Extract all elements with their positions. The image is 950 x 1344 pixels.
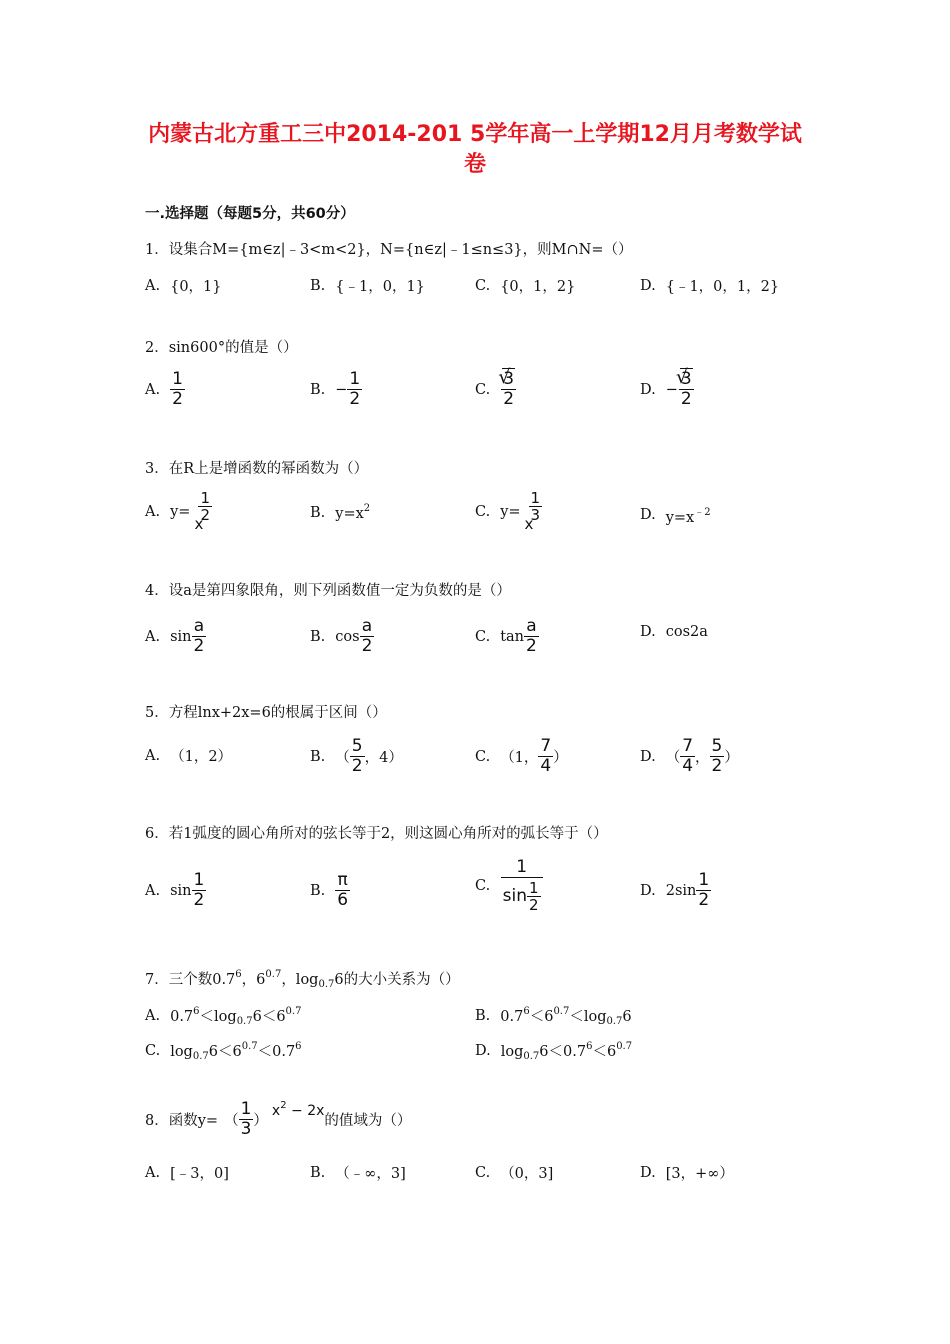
question-4: 4．设a是第四象限角，则下列函数值一定为负数的是（）: [145, 583, 511, 599]
q1-option-a: A. {0，1}: [145, 277, 222, 295]
q7-option-d: D. $\log_{0.7}6<0.7^6<6^{0.7}$: [475, 1041, 633, 1062]
q8-option-a: A. [﹣3，0]: [145, 1164, 229, 1182]
question-7: 7．三个数$0.7^6$，$6^{0.7}$，$\log_{0.7}6$的大小关系为（）: [145, 969, 460, 990]
q5-option-a: A. （1，2）: [145, 747, 233, 765]
q3-option-c: C. y= $\frac{1}{3}$ x: [475, 489, 541, 533]
question-5: 5．方程lnx+2x=6的根属于区间（）: [145, 705, 387, 721]
q6-option-a: A. sin $\frac{1}{2}$: [145, 870, 205, 910]
q3-option-b: B. $y=x^2$: [310, 503, 371, 522]
q4-option-b: B. cos $\frac{a}{2}$: [310, 616, 373, 656]
q6-option-d: D. 2sin $\frac{1}{2}$: [640, 870, 710, 910]
question-6: 6．若1弧度的圆心角所对的弦长等于2，则这圆心角所对的弧长等于（）: [145, 826, 608, 842]
page-title: 内蒙古北方重工三中2014-201 5学年高一上学期12月月考数学试 卷: [148, 122, 802, 177]
q4-option-d: D. cos2a: [640, 624, 708, 640]
q7-option-b: B. $0.7^6<6^{0.7}<\log_{0.7}6$: [475, 1006, 632, 1027]
q2-option-a: A. $\frac{1}{2}$: [145, 369, 183, 409]
q8-option-b: B. （﹣∞，3]: [310, 1164, 406, 1182]
q8-option-c: C. （0，3]: [475, 1164, 554, 1182]
q4-option-a: A. sin $\frac{a}{2}$: [145, 616, 205, 656]
q6-option-b: B. $\frac{\pi}{6}$: [310, 870, 349, 910]
question-3: 3．在R上是增函数的幂函数为（）: [145, 461, 369, 477]
q2-option-c: C. √ $\frac{3}{2}$: [475, 370, 517, 409]
q8-option-d: D. [3，+∞）: [640, 1164, 734, 1182]
question-8: 8．函数y= （ $\frac{1}{3}$ ） $x^2 - 2x$ 的值域为（）: [145, 1099, 412, 1139]
q3-option-a: A. y= $\frac{1}{2}$ x: [145, 489, 210, 533]
q6-option-c: C. 1 sin $\frac{1}{2}$: [475, 858, 543, 913]
q4-option-c: C. tan $\frac{a}{2}$: [475, 616, 537, 656]
q1-option-d: D. {﹣1，0，1，2}: [640, 277, 780, 295]
q2-option-b: B. − $\frac{1}{2}$: [310, 369, 361, 409]
q5-option-c: C. （1， $\frac{7}{4}$ ）: [475, 736, 568, 776]
question-1: 1．设集合M={m∈z|﹣3<m<2}，N={n∈z|﹣1≤n≤3}，则M∩N=（）: [145, 242, 633, 258]
q7-option-a: A. $0.7^6<\log_{0.7}6<6^{0.7}$: [145, 1006, 302, 1027]
q5-option-b: B. （ $\frac{5}{2}$ ，4）: [310, 736, 403, 776]
q3-option-d: D. $y=x^{﹣2}$: [640, 506, 711, 526]
section-heading: 一.选择题（每题5分，共60分）: [145, 206, 355, 222]
q1-option-b: B. {﹣1，0，1}: [310, 277, 425, 295]
q7-option-c: C. $\log_{0.7}6<6^{0.7}<0.7^6$: [145, 1041, 302, 1062]
q1-option-c: C. {0，1，2}: [475, 277, 576, 295]
question-2: 2．sin600°的值是（）: [145, 340, 298, 356]
q5-option-d: D. （ $\frac{7}{4}$ ， $\frac{5}{2}$ ）: [640, 736, 739, 776]
q2-option-d: D. − √ $\frac{3}{2}$: [640, 370, 695, 409]
